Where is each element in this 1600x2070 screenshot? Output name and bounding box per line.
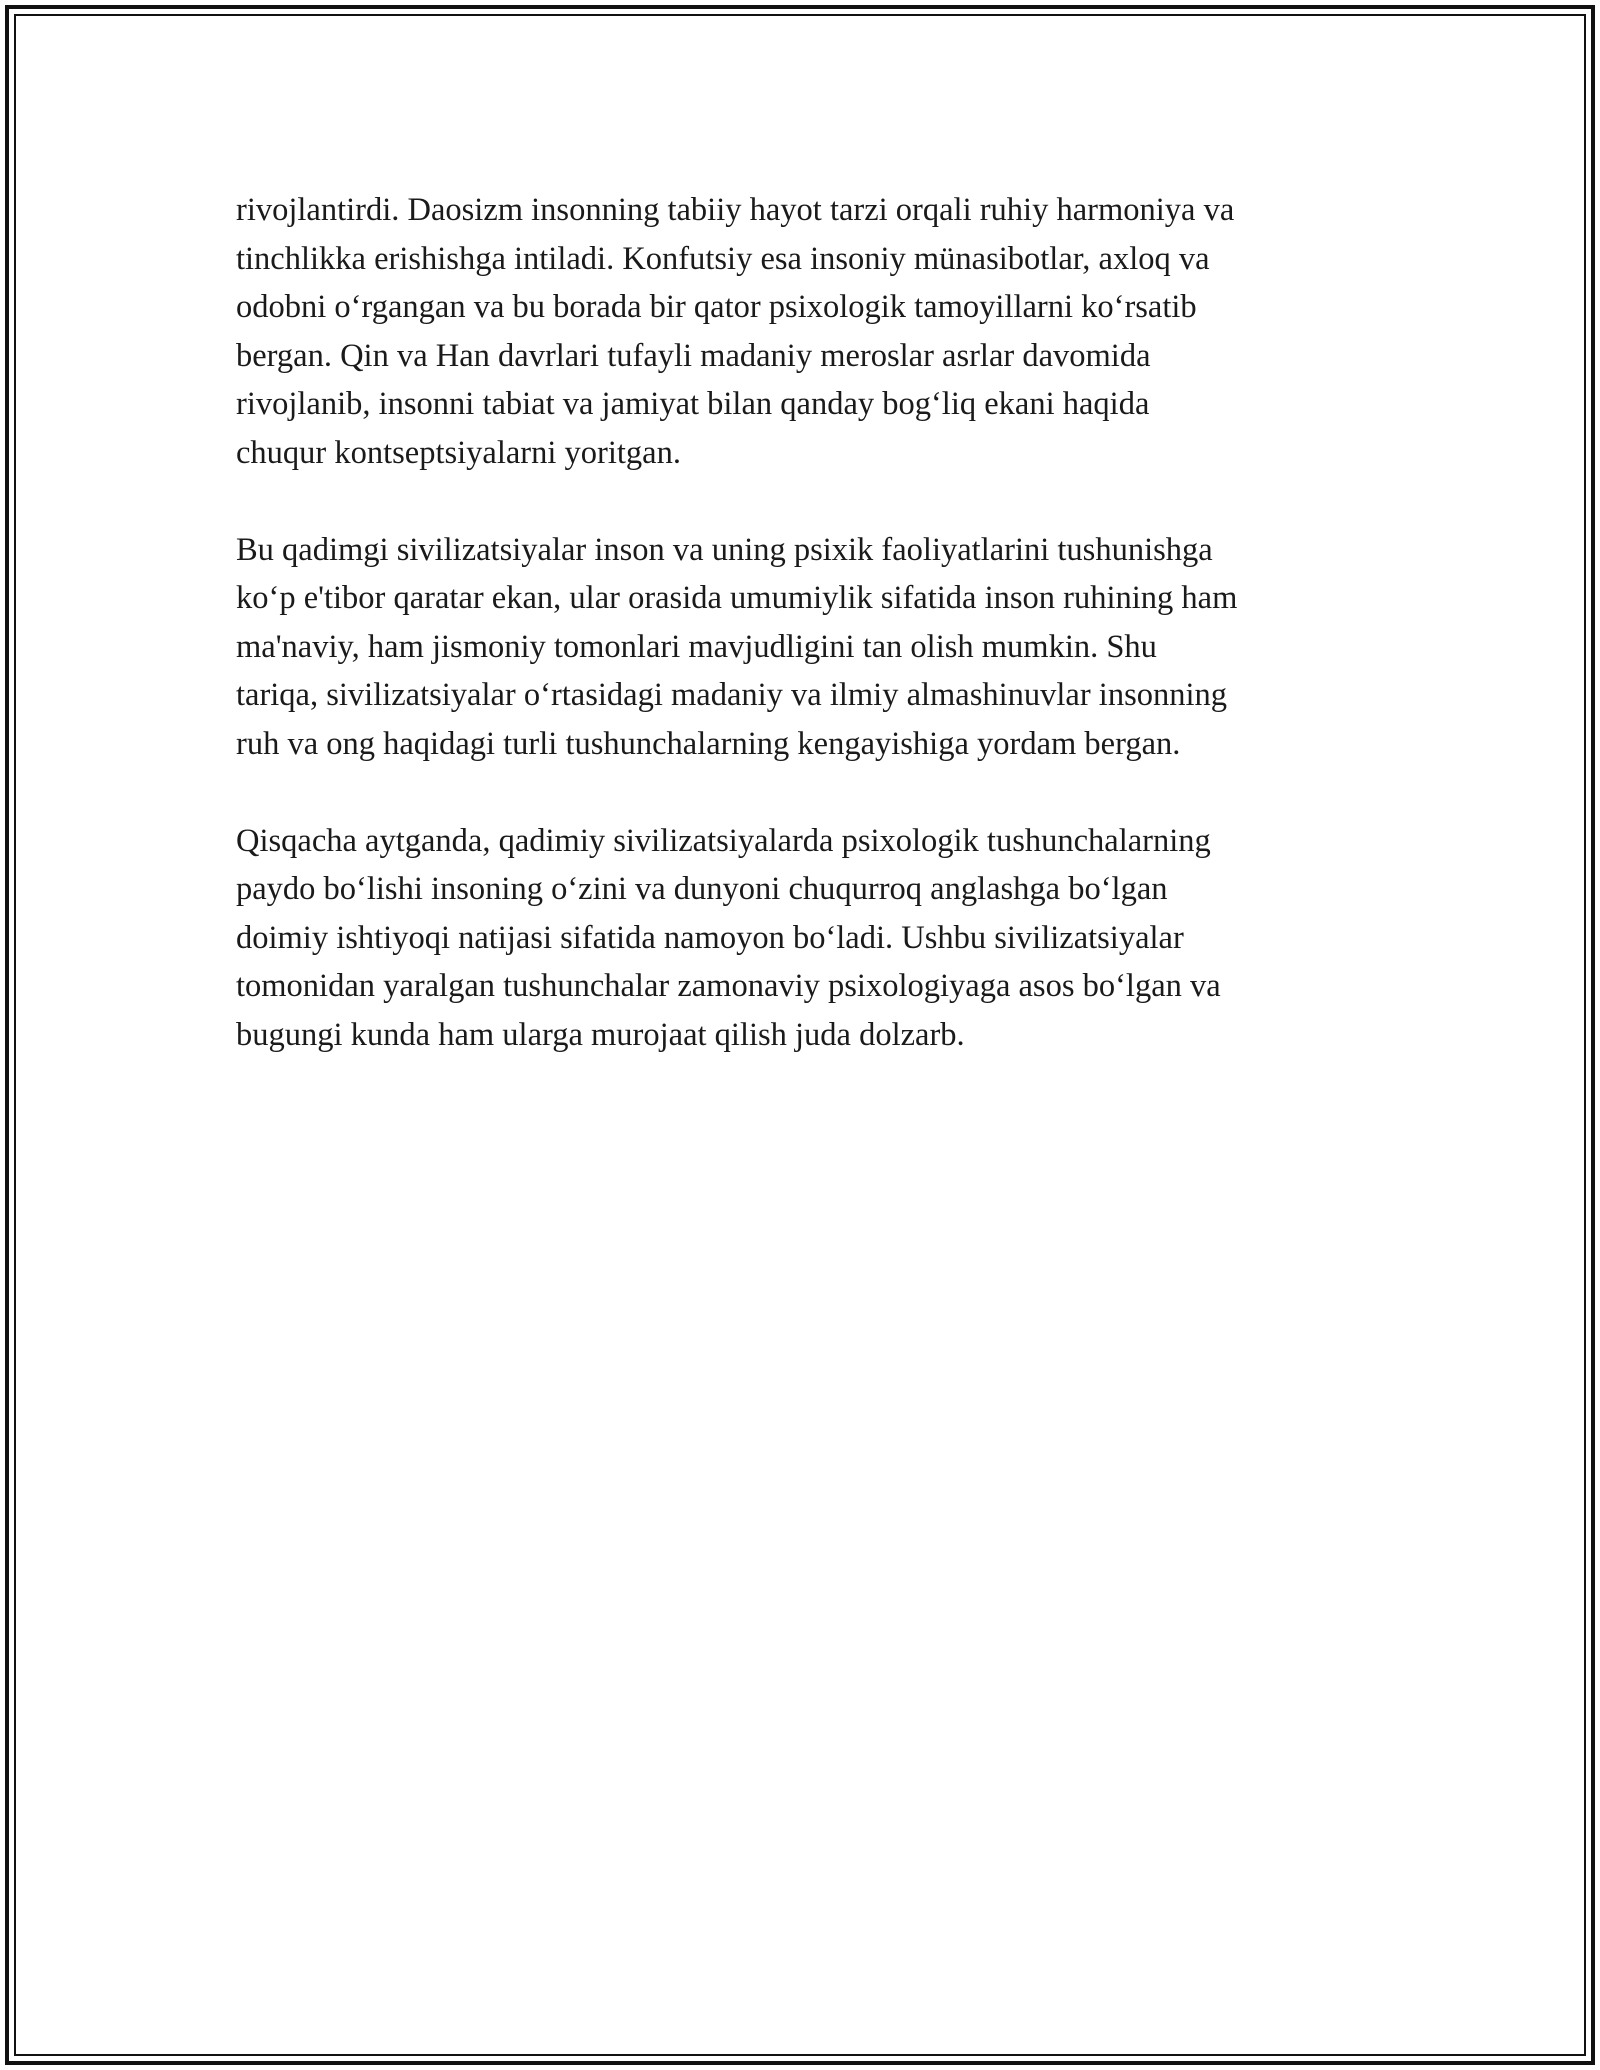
text-line: tomonidan yaralgan tushunchalar zamonaviy psixologiyaga asos bo‘lgan va — [236, 968, 1221, 1004]
paragraph-3 — [236, 817, 1396, 1060]
document-body — [236, 186, 1396, 1108]
text-line: paydo bo‘lishi insoning o‘zini va dunyoni chuqurroq anglashga bo‘lgan — [236, 871, 1168, 907]
paragraph-2 — [236, 526, 1396, 769]
text-line: bergan. Qin va Han davrlari tufayli madaniy meroslar asrlar davomida — [236, 337, 1151, 374]
text-line: Qisqacha aytganda, qadimiy sivilizatsiyalarda psixologik tushunchalarning — [236, 822, 1211, 859]
text-line: doimiy ishtiyoqi natijasi sifatida namoyon bo‘ladi. Ushbu sivilizatsiyalar — [236, 919, 1184, 956]
text-line: tinchlikka erishishga intiladi. Konfutsiy esa insoniy münasibotlar, axloq va — [236, 240, 1210, 277]
text-line: rivojlanib, insonni tabiat va jamiyat bilan qanday bog‘liq ekani haqida — [236, 386, 1150, 422]
text-line: odobni o‘rgangan va bu borada bir qator psixologik tamoyillarni ko‘rsatib — [236, 289, 1197, 325]
text-line: bugungi kunda ham ularga murojaat qilish juda dolzarb. — [236, 1016, 965, 1053]
text-line: tariqa, sivilizatsiyalar o‘rtasidagi madaniy va ilmiy almashinuvlar insonning — [236, 677, 1228, 713]
text-line: ko‘p e'tibor qaratar ekan, ular orasida umumiylik sifatida inson ruhining ham — [236, 580, 1238, 616]
text-line: ruh va ong haqidagi turli tushunchalarning kengayishiga yordam bergan. — [236, 725, 1181, 762]
text-line: chuqur kontseptsiyalarni yoritgan. — [236, 434, 681, 471]
text-line: rivojlantirdi. Daosizm insonning tabiiy hayot tarzi orqali ruhiy harmoniya va — [236, 192, 1235, 228]
paragraph-1 — [236, 186, 1396, 477]
text-line: ma'naviy, ham jismoniy tomonlari mavjudligini tan olish mumkin. Shu — [236, 628, 1157, 665]
text-line: Bu qadimgi sivilizatsiyalar inson va uning psixik faoliyatlarini tushunishga — [236, 531, 1213, 568]
